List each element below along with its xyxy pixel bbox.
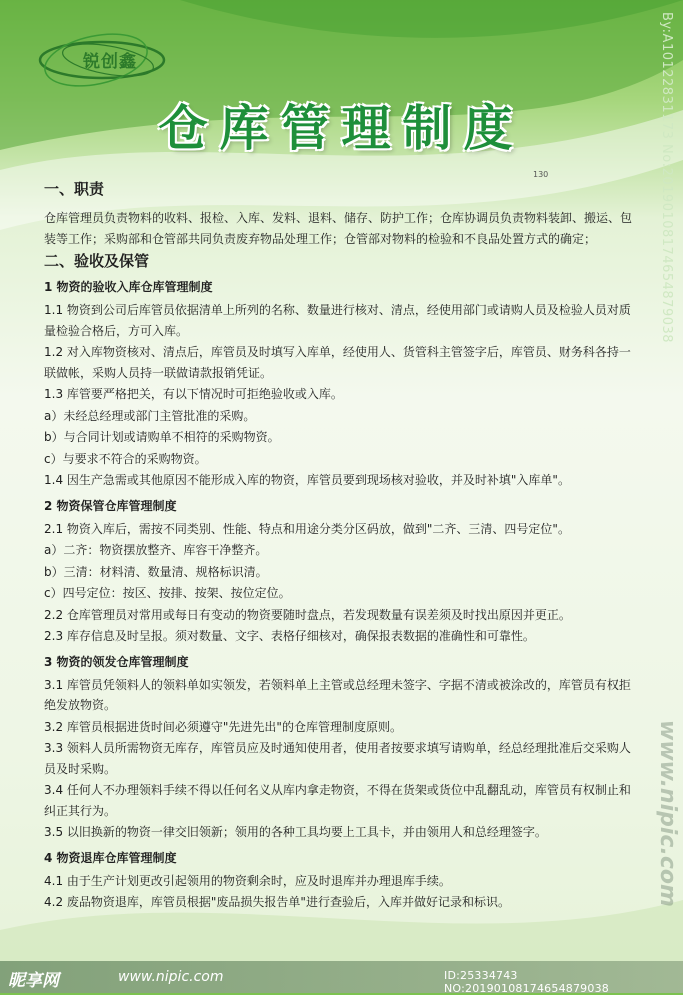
logo-text: 锐创鑫 — [83, 52, 137, 72]
list-item: c）四号定位：按区、按排、按架、按位定位。 — [44, 586, 291, 600]
paragraph: 2.3 库存信息及时呈报。须对数量、文字、表格仔细核对，确保报表数据的准确性和可靠性。 — [44, 629, 535, 643]
paragraph: 2.2 仓库管理员对常用或每日有变动的物资要随时盘点，若发现数量有误差须及时找出原因并更正。 — [44, 607, 571, 622]
subsection-heading: 2 物资保管仓库管理制度 — [44, 498, 177, 513]
company-logo — [36, 32, 174, 88]
subsection-heading: 1 物资的验收入库仓库管理制度 — [44, 280, 213, 294]
site-logo: 昵享网 — [8, 971, 59, 991]
page-number: 130 — [533, 170, 549, 179]
list-item: b）三清：材料清、数量清、规格标识清。 — [44, 564, 268, 579]
image-id: ID:25334743 NO:20190108174654879038 — [444, 969, 609, 995]
paragraph: 2.1 物资入库后，需按不同类别、性能、特点和用途分类分区码放，做到"二齐、三清、四号定位"。 — [44, 521, 570, 536]
paragraph: 3.4 任何人不办理领料手续不得以任何名义从库内拿走物资，不得在货架或货位中乱翻乱动，库管员有权制止和纠正其行为。 — [44, 783, 631, 818]
paragraph: 仓库管理员负责物料的收料、报检、入库、发料、退料、储存、防护工作；仓库协调员负责物料装卸、搬运、包装等工作；采购部和仓管部共同负责废弃物品处理工作；仓管部对物料的检验和不良品处置方式的确定； — [44, 211, 633, 246]
paragraph: 3.2 库管员根据进货时间必须遵守"先进先出"的仓库管理制度原则。 — [44, 719, 402, 734]
list-item: b）与合同计划或请购单不相符的采购物资。 — [44, 430, 280, 444]
document-body — [44, 178, 642, 914]
list-item: a）二齐：物资摆放整齐、库容干净整齐。 — [44, 543, 268, 557]
paragraph: 3.3 领料人员所需物资无库存，库管员应及时通知使用者，使用者按要求填写请购单，经总经理批准后交采购人员及时采购。 — [44, 741, 631, 776]
paragraph: 4.1 由于生产计划更改引起领用的物资剩余时，应及时退库并办理退库手续。 — [44, 873, 451, 888]
subsection-heading: 4 物资退库仓库管理制度 — [44, 850, 177, 865]
paragraph: 3.1 库管员凭领料人的领料单如实领发，若领料单上主管或总经理未签字、字据不清或被涂改的，库管员有权拒绝发放物资。 — [44, 677, 631, 712]
paragraph: 3.5 以旧换新的物资一律交旧领新；领用的各种工具均要上工具卡，并由领用人和总经理签字。 — [44, 825, 547, 839]
side-id-watermark: By:A10122831173 No:20190108174654879038 — [659, 12, 674, 344]
list-item: a）未经总经理或部门主管批准的采购。 — [44, 408, 256, 423]
subsection-heading: 3 物资的领发仓库管理制度 — [44, 654, 189, 669]
paragraph: 1.3 库管要严格把关，有以下情况时可拒绝验收或入库。 — [44, 387, 343, 401]
section-heading: 二、验收及保管 — [44, 252, 150, 270]
paragraph: 1.1 物资到公司后库管员依据清单上所列的名称、数量进行核对、清点，经使用部门或请购人员及检验人员对质量检验合格后，方可入库。 — [44, 303, 631, 338]
paragraph: 1.4 因生产急需或其他原因不能形成入库的物资，库管员要到现场核对验收，并及时补填"入库单"。 — [44, 473, 570, 487]
list-item: c）与要求不符合的采购物资。 — [44, 451, 207, 466]
page-title: 仓库管理制度 — [158, 99, 525, 157]
watermark-bar — [0, 961, 683, 993]
paragraph: 4.2 废品物资退库，库管员根据"废品损失报告单"进行查验后，入库并做好记录和标识。 — [44, 895, 510, 909]
side-url-watermark: www.nipic.com — [655, 720, 680, 907]
paragraph: 1.2 对入库物资核对、清点后，库管员及时填写入库单，经使用人、货管科主管签字后，库管员、财务科各持一联做帐，采购人员持一联做请款报销凭证。 — [44, 345, 631, 380]
section-heading: 一、职责 — [44, 180, 105, 198]
site-url: www.nipic.com — [118, 969, 224, 985]
